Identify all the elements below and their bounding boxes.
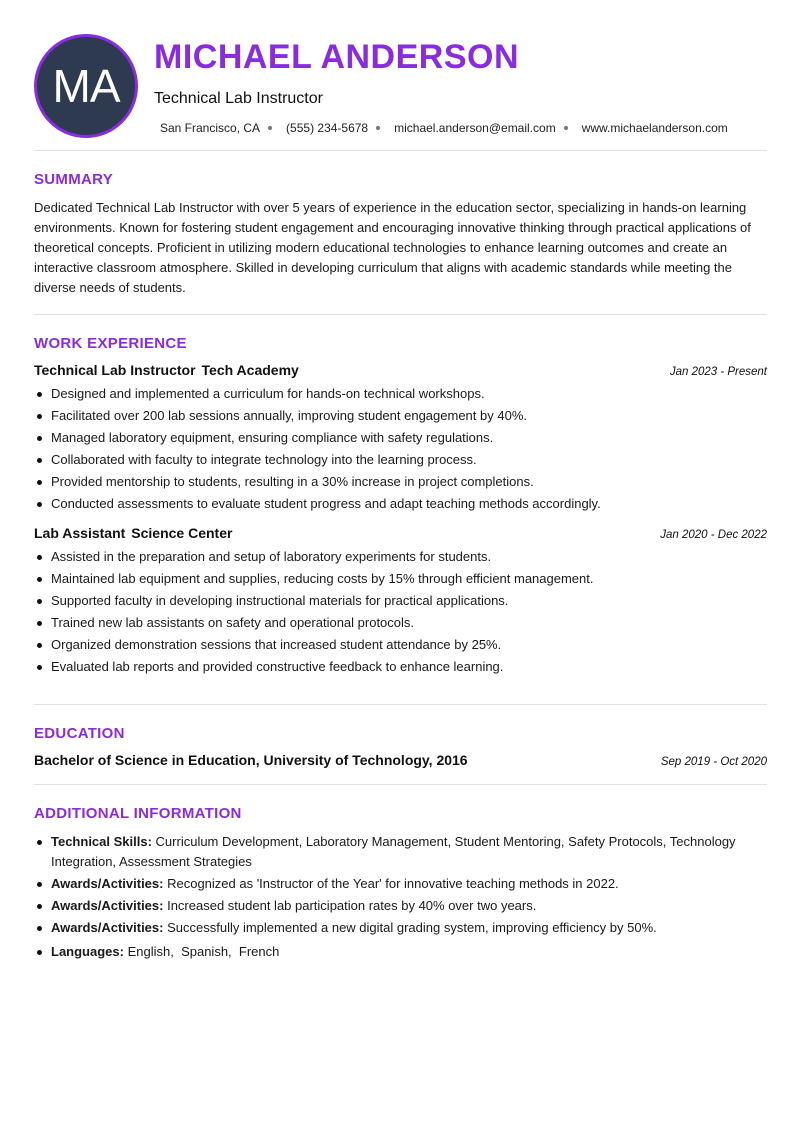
candidate-title: Technical Lab Instructor — [154, 90, 323, 107]
list-item: Evaluated lab reports and provided constructive feedback to enhance learning. — [34, 656, 767, 678]
additional-heading: ADDITIONAL INFORMATION — [34, 805, 242, 822]
job-dates: Jan 2020 - Dec 2022 — [660, 529, 767, 541]
list-item: Supported faculty in developing instructional materials for practical applications. — [34, 590, 767, 612]
job-header — [34, 362, 767, 378]
info-text: English, Spanish, French — [127, 944, 280, 959]
contact-line — [160, 121, 728, 135]
candidate-name: MICHAEL ANDERSON — [154, 38, 520, 76]
list-item — [34, 942, 767, 962]
list-item: Conducted assessments to evaluate student progress and adapt teaching methods accordingly. — [34, 493, 767, 515]
contact-location-text: San Francisco, CA — [160, 121, 261, 135]
list-item — [34, 874, 767, 894]
job-entry — [34, 525, 767, 678]
job-organization: Science Center — [131, 525, 233, 541]
separator-dot — [564, 126, 568, 130]
list-item — [34, 832, 767, 872]
info-label: Languages: — [51, 944, 124, 959]
job-bullets — [34, 546, 767, 678]
list-item: Facilitated over 200 lab sessions annually, improving student engagement by 40%. — [34, 405, 767, 427]
job-entry — [34, 362, 767, 515]
info-text: Successfully implemented a new digital grading system, improving efficiency by 50%. — [167, 920, 657, 935]
job-role-title: Technical Lab Instructor — [34, 362, 196, 378]
contact-location — [160, 121, 286, 135]
education-dates: Sep 2019 - Oct 2020 — [660, 756, 767, 768]
list-item: Managed laboratory equipment, ensuring compliance with safety regulations. — [34, 427, 767, 449]
avatar — [34, 34, 138, 138]
summary-heading: SUMMARY — [34, 171, 114, 188]
additional-section — [34, 785, 767, 980]
separator-dot — [376, 126, 380, 130]
list-item: Assisted in the preparation and setup of laboratory experiments for students. — [34, 546, 767, 568]
list-item: Collaborated with faculty to integrate technology into the learning process. — [34, 449, 767, 471]
job-organization: Tech Academy — [201, 362, 299, 378]
list-item — [34, 896, 767, 916]
info-text: Increased student lab participation rates by 40% over two years. — [167, 898, 537, 913]
list-item: Designed and implemented a curriculum for hands-on technical workshops. — [34, 383, 767, 405]
job-role-title: Lab Assistant — [34, 525, 126, 541]
list-item: Organized demonstration sessions that increased student attendance by 25%. — [34, 634, 767, 656]
list-item: Maintained lab equipment and supplies, reducing costs by 15% through efficient management. — [34, 568, 767, 590]
education-entry — [34, 752, 767, 768]
info-text: Curriculum Development, Laboratory Management, Student Mentoring, Safety Protocols, Technology Integration, Assessment Strategies — [51, 834, 736, 869]
info-text: Recognized as 'Instructor of the Year' for innovative teaching methods in 2022. — [167, 876, 619, 891]
resume-header — [34, 34, 767, 150]
job-role — [34, 525, 232, 541]
avatar-initials: MA — [52, 60, 120, 112]
education-degree: Bachelor of Science in Education, University of Technology, 2016 — [34, 752, 468, 768]
contact-email-text[interactable]: michael.anderson@email.com — [394, 121, 556, 135]
job-header — [34, 525, 767, 541]
experience-heading: WORK EXPERIENCE — [34, 335, 187, 352]
contact-email[interactable] — [394, 121, 582, 135]
list-item: Trained new lab assistants on safety and operational protocols. — [34, 612, 767, 634]
experience-section — [34, 315, 767, 704]
education-heading: EDUCATION — [34, 725, 125, 742]
job-dates: Jan 2023 - Present — [669, 366, 767, 378]
info-label: Technical Skills: — [51, 834, 152, 849]
contact-website-text[interactable]: www.michaelanderson.com — [581, 121, 728, 135]
summary-text: Dedicated Technical Lab Instructor with over 5 years of experience in the education sector, specializing in hands-on learning environments. Known for fostering student engagement and encouraging innovative thinking through practical applications of theoretical concepts. Proficient in utilizing modern educational technologies to enhance learning outcomes and create an interactive classroom atmosphere. Skilled in developing curriculum that aligns with academic standards while meeting the diverse needs of students. — [34, 200, 751, 295]
list-item: Provided mentorship to students, resulting in a 30% increase in project completions. — [34, 471, 767, 493]
info-label: Awards/Activities: — [51, 876, 164, 891]
job-role — [34, 362, 299, 378]
additional-list — [34, 832, 767, 962]
separator-dot — [268, 126, 272, 130]
list-item — [34, 918, 767, 938]
summary-section — [34, 151, 767, 314]
contact-phone — [286, 121, 394, 135]
contact-phone-text: (555) 234-5678 — [286, 121, 369, 135]
education-section — [34, 705, 767, 784]
resume-page — [34, 34, 767, 980]
info-label: Awards/Activities: — [51, 920, 164, 935]
contact-website[interactable] — [582, 121, 728, 135]
info-label: Awards/Activities: — [51, 898, 164, 913]
job-bullets — [34, 383, 767, 515]
